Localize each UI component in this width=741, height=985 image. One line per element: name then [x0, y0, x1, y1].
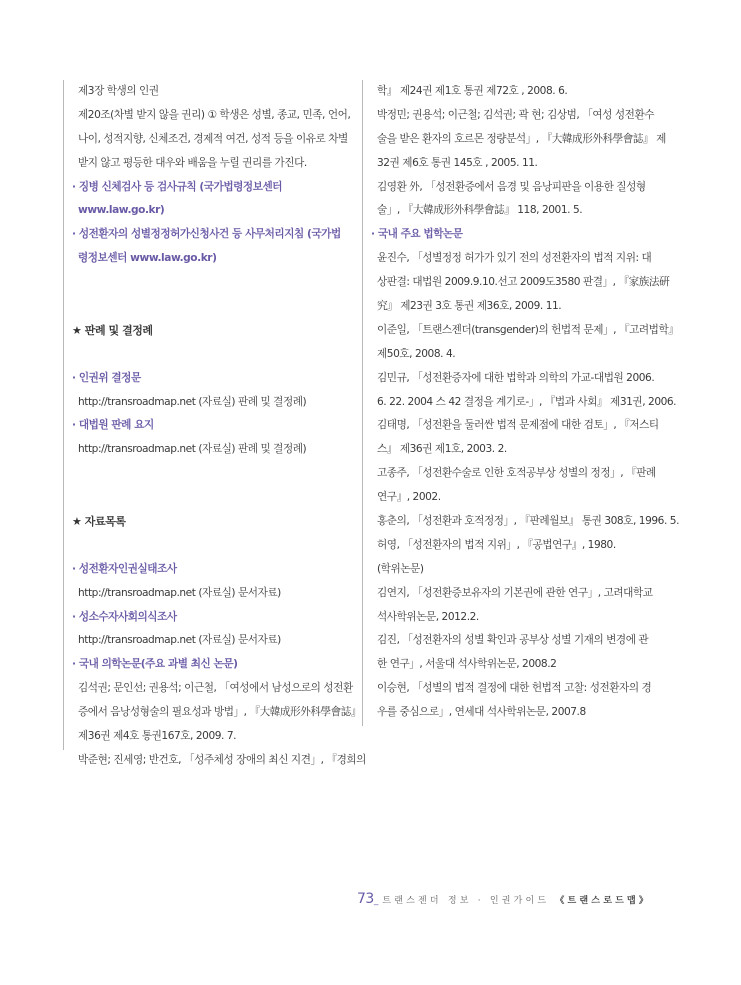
- text-line: 허영, 「성전환자의 법적 지위」, 『공법연구』, 1980.: [377, 538, 616, 551]
- text-line: 석사학위논문, 2012.2.: [377, 610, 479, 623]
- text-line: 홍춘의, 「성전환과 호적정정」, 『판례월보』 통권 308호, 1996. 5.: [377, 515, 680, 528]
- text-line: 나이, 성적지향, 신체조건, 경제적 여건, 성적 등을 이유로 차별: [78, 132, 348, 145]
- text-line: 받지 않고 평등한 대우와 배움을 누릴 권리를 가진다.: [78, 156, 307, 169]
- text-line: 김진, 「성전환자의 성별 확인과 공부상 성별 기재의 변경에 관: [377, 634, 649, 647]
- text-line: 이승현, 「성별의 법적 결정에 대한 헌법적 고찰: 성전환자의 경: [377, 682, 652, 695]
- text-line: 학』 제24권 제1호 통권 제72호 , 2008. 6.: [377, 85, 568, 97]
- text-line: 술」, 『大韓成形外科學會誌』 118, 2001. 5.: [377, 204, 583, 217]
- text-line: 박준현; 진세영; 반건호, 「성주체성 장애의 최신 지견」, 『경희의: [78, 753, 366, 766]
- blank-line: [63, 462, 359, 486]
- text-line: 제36권 제4호 통권167호, 2009. 7.: [78, 730, 237, 743]
- text-line: 제20조(차별 받지 않을 권리) ① 학생은 성별, 종교, 민족, 언어,: [78, 108, 351, 121]
- section-heading: ★ 판례 및 결정례: [72, 323, 153, 337]
- section-bullet: · 국내 주요 법학논문: [371, 228, 463, 241]
- footer-book-title: 《트랜스로드맵》: [555, 896, 652, 906]
- section-bullet-continuation: 령정보센터 www.law.go.kr): [78, 252, 217, 265]
- section-bullet: · 징병 신체검사 등 검사규칙 (국가법령정보센터: [72, 180, 283, 193]
- blank-line: [63, 343, 359, 367]
- footer-guide-title: 트랜스젠더 정보 · 인권가이드: [382, 896, 550, 906]
- text-line: 究』 제23권 3호 통권 제36호, 2009. 11.: [377, 300, 562, 313]
- text-line: 제50호, 2008. 4.: [377, 347, 456, 360]
- text-line: 술을 받은 환자의 호르몬 정량분석」, 『大韓成形外科學會誌』 제: [377, 132, 666, 145]
- section-bullet: · 대법원 판례 요지: [72, 419, 154, 432]
- text-line: 이준일, 「트랜스젠더(transgender)의 헌법적 문제」, 『고려법학』: [377, 323, 679, 336]
- text-line: http://transroadmap.net (자료실) 판례 및 결정례): [78, 443, 307, 456]
- left-column: [63, 80, 366, 773]
- text-line: 김석권; 문인선; 권용석; 이근철, 「여성에서 남성으로의 성전환: [78, 682, 353, 695]
- text-line: 6. 22. 2004 스 42 결정을 계기로-」, 『법과 사회』 제31권, 2006.: [377, 395, 677, 408]
- blank-line: [63, 534, 359, 558]
- blank-line: [63, 295, 359, 319]
- text-line: http://transroadmap.net (자료실) 문서자료): [78, 634, 281, 647]
- text-line: 32권 제6호 통권 145호 , 2005. 11.: [377, 156, 538, 169]
- section-bullet-continuation: www.law.go.kr): [78, 204, 165, 217]
- section-heading: ★ 자료목록: [72, 515, 126, 529]
- page-number: 73: [357, 891, 374, 907]
- text-line: 박정민; 권용석; 이근철; 김석권; 곽 현; 김상범, 「여성 성전환수: [377, 108, 655, 121]
- page-footer: [357, 889, 651, 909]
- text-line: 윤진수, 「성별정정 허가가 있기 전의 성전환자의 법적 지위: 대: [377, 252, 652, 265]
- section-bullet: · 국내 의학논문(주요 과별 최신 논문): [72, 658, 238, 671]
- text-line: 김민규, 「성전환증자에 대한 법학과 의학의 가교-대법원 2006.: [377, 371, 655, 384]
- blank-line: [63, 486, 359, 510]
- section-bullet: · 성전환자의 성별정정허가신청사건 등 사무처리지침 (국가법: [72, 228, 341, 241]
- section-bullet: · 인권위 결정문: [72, 371, 141, 384]
- section-bullet: · 성소수자사회의식조사: [72, 610, 177, 623]
- text-line: http://transroadmap.net (자료실) 판례 및 결정례): [78, 395, 307, 408]
- text-line: 연구』, 2002.: [377, 491, 441, 504]
- text-line: 제3장 학생의 인권: [78, 85, 159, 97]
- text-line: 스』 제36권 제1호, 2003. 2.: [377, 443, 507, 456]
- blank-line: [63, 271, 359, 295]
- page-number-separator: _: [373, 896, 379, 906]
- right-column: [362, 80, 680, 725]
- text-line: 우를 중심으로」, 연세대 석사학위논문, 2007.8: [377, 706, 586, 719]
- text-line: 증에서 음낭성형술의 필요성과 방법」, 『大韓成形外科學會誌』: [78, 706, 362, 719]
- text-line: http://transroadmap.net (자료실) 문서자료): [78, 586, 281, 599]
- section-bullet: · 성전환자인권실태조사: [72, 562, 177, 575]
- text-line: 한 연구」, 서울대 석사학위논문, 2008.2: [377, 658, 557, 671]
- text-line: 상판결: 대법원 2009.9.10.선고 2009도3580 판결」, 『家族法硏: [377, 276, 670, 289]
- text-line: (학위논문): [377, 562, 424, 575]
- text-line: 김영환 外, 「성전환증에서 음경 및 음낭피판을 이용한 질성형: [377, 180, 646, 193]
- text-line: 고종주, 「성전환수술로 인한 호적공부상 성별의 정정」, 『판례: [377, 467, 656, 480]
- text-line: 김연지, 「성전환증보유자의 기본권에 관한 연구」, 고려대학교: [377, 586, 653, 599]
- text-line: 김태명, 「성전환을 둘러싼 법적 문제점에 대한 검토」, 『저스티: [377, 419, 659, 432]
